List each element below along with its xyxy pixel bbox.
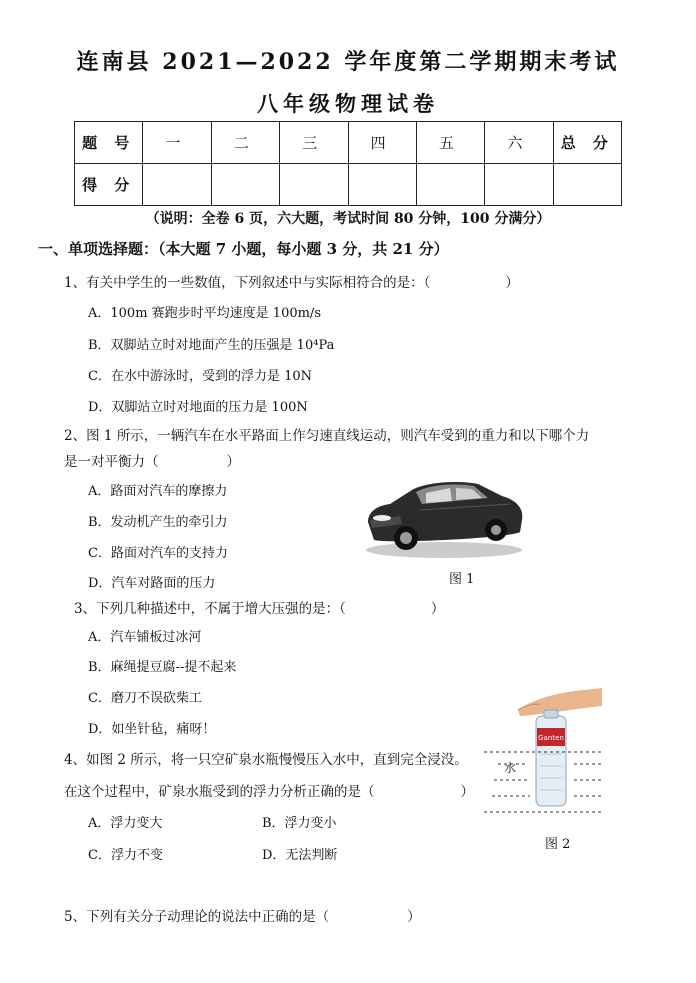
question-2-option-a: A．路面对汽车的摩擦力 bbox=[88, 484, 228, 499]
question-4-option-a: A．浮力变大 bbox=[88, 816, 163, 831]
figure-1-caption: 图 1 bbox=[449, 572, 475, 587]
score-header-label: 题 号 bbox=[75, 122, 143, 164]
question-1-stem bbox=[64, 271, 519, 291]
question-1-option-b: B．双脚站立时对地面产生的压强是 10⁴Pa bbox=[88, 338, 335, 353]
figure-2-caption: 图 2 bbox=[545, 837, 571, 852]
score-header-total: 总 分 bbox=[553, 122, 621, 164]
score-cell[interactable] bbox=[280, 164, 348, 206]
bracket-close: ） bbox=[226, 454, 240, 470]
score-cell[interactable] bbox=[416, 164, 484, 206]
score-header-cell: 六 bbox=[485, 122, 553, 164]
bracket-close: ） bbox=[407, 909, 421, 925]
bottle-figure bbox=[484, 684, 602, 830]
exam-note: （说明：全卷 6 页，六大题，考试时间 80 分钟，100 分满分） bbox=[145, 211, 551, 227]
score-cell[interactable] bbox=[553, 164, 621, 206]
question-3-option-b: B．麻绳提豆腐--提不起来 bbox=[88, 660, 237, 675]
question-4-stem: 4、如图 2 所示，将一只空矿泉水瓶慢慢压入水中，直到完全浸没。 bbox=[64, 752, 468, 768]
score-header-cell: 二 bbox=[211, 122, 279, 164]
bottle-label: Ganten bbox=[538, 734, 564, 742]
question-1-text: 1、有关中学生的一些数值，下列叙述中与实际相符合的是：（ bbox=[64, 275, 431, 291]
score-cell[interactable] bbox=[485, 164, 553, 206]
question-2-option-b: B．发动机产生的牵引力 bbox=[88, 515, 228, 530]
score-header-cell: 五 bbox=[416, 122, 484, 164]
question-2-stem-line2 bbox=[64, 450, 240, 470]
question-4-text: 在这个过程中，矿泉水瓶受到的浮力分析正确的是（ bbox=[64, 784, 375, 800]
score-cell[interactable] bbox=[348, 164, 416, 206]
question-1-option-a: A．100m 赛跑步时平均速度是 100m/s bbox=[88, 306, 321, 321]
question-5-text: 5、下列有关分子动理论的说法中正确的是（ bbox=[64, 909, 330, 925]
exam-title: 连南县 2021—2022 学年度第二学期期末考试 bbox=[76, 49, 620, 75]
question-3-option-d: D．如坐针毡，痛呀！ bbox=[88, 722, 216, 737]
question-4-option-d: D．无法判断 bbox=[262, 848, 338, 863]
bracket-close: ） bbox=[505, 275, 519, 291]
question-2-option-d: D．汽车对路面的压力 bbox=[88, 576, 216, 591]
section-heading: 一、单项选择题：（本大题 7 小题，每小题 3 分，共 21 分） bbox=[38, 240, 449, 258]
question-3-option-c: C．磨刀不误砍柴工 bbox=[88, 691, 202, 706]
question-3-stem bbox=[74, 597, 444, 617]
question-2-option-c: C．路面对汽车的支持力 bbox=[88, 546, 228, 561]
score-row-label: 得 分 bbox=[75, 164, 143, 206]
score-cell[interactable] bbox=[143, 164, 211, 206]
score-table-header-row bbox=[75, 122, 622, 164]
score-header-cell: 三 bbox=[280, 122, 348, 164]
question-3-option-a: A．汽车铺板过冰河 bbox=[88, 630, 202, 645]
score-header-cell: 四 bbox=[348, 122, 416, 164]
bracket-close: ） bbox=[430, 601, 445, 617]
score-table bbox=[74, 121, 622, 206]
question-3-text: 3、下列几种描述中，不属于增大压强的是：（ bbox=[74, 601, 346, 617]
water-label: 水 bbox=[504, 761, 517, 775]
question-1-option-d: D．双脚站立时对地面的压力是 100N bbox=[88, 400, 308, 415]
question-4-stem-line2 bbox=[64, 780, 474, 800]
question-2-text: 是一对平衡力（ bbox=[64, 454, 159, 470]
exam-subtitle: 八年级物理试卷 bbox=[257, 91, 439, 116]
question-1-option-c: C．在水中游泳时，受到的浮力是 10N bbox=[88, 369, 312, 384]
score-cell[interactable] bbox=[211, 164, 279, 206]
question-4-option-b: B．浮力变小 bbox=[262, 816, 337, 831]
bracket-close: ） bbox=[460, 784, 474, 800]
score-header-cell: 一 bbox=[143, 122, 211, 164]
question-5-stem bbox=[64, 905, 421, 925]
car-figure bbox=[360, 470, 528, 562]
question-2-stem: 2、图 1 所示，一辆汽车在水平路面上作匀速直线运动，则汽车受到的重力和以下哪个力 bbox=[64, 428, 590, 444]
score-table-score-row bbox=[75, 164, 622, 206]
question-4-option-c: C．浮力不变 bbox=[88, 848, 163, 863]
